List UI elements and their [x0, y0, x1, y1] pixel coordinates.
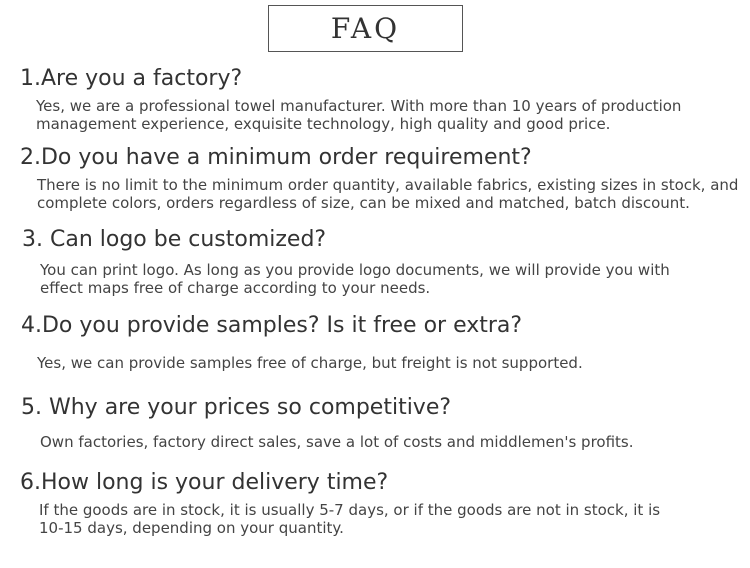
faq-answer-6-line-2: 10-15 days, depending on your quantity.: [39, 519, 344, 537]
faq-answer-6: [39, 501, 660, 537]
page-title: FAQ: [330, 11, 401, 45]
faq-question-5: 5. Why are your prices so competitive?: [21, 395, 452, 420]
faq-answer-1-line-1: Yes, we are a professional towel manufacturer. With more than 10 years of production: [36, 97, 682, 115]
faq-question-2: 2.Do you have a minimum order requirement?: [20, 145, 532, 170]
faq-question-3: 3. Can logo be customized?: [22, 227, 327, 252]
faq-answer-3: [40, 261, 670, 297]
faq-answer-2: [37, 176, 738, 212]
faq-question-4: 4.Do you provide samples? Is it free or extra?: [21, 313, 523, 338]
faq-answer-2-line-1: There is no limit to the minimum order quantity, available fabrics, existing sizes in stock, and: [37, 176, 739, 194]
faq-question-6: 6.How long is your delivery time?: [20, 470, 389, 495]
faq-answer-2-line-2: complete colors, orders regardless of size, can be mixed and matched, batch discount.: [37, 194, 690, 212]
faq-answer-4: [37, 354, 583, 372]
faq-question-1: 1.Are you a factory?: [20, 66, 243, 91]
faq-answer-3-line-1: You can print logo. As long as you provide logo documents, we will provide you with: [40, 261, 670, 279]
faq-answer-1-line-2: management experience, exquisite technology, high quality and good price.: [36, 115, 611, 133]
faq-answer-5: [40, 433, 634, 451]
faq-answer-3-line-2: effect maps free of charge according to your needs.: [40, 279, 431, 297]
faq-header-box: [268, 5, 463, 52]
faq-answer-4-line-1: Yes, we can provide samples free of charge, but freight is not supported.: [37, 354, 583, 372]
faq-answer-5-line-1: Own factories, factory direct sales, save a lot of costs and middlemen's profits.: [40, 433, 634, 451]
faq-answer-6-line-1: If the goods are in stock, it is usually 5-7 days, or if the goods are not in stock, it is: [39, 501, 661, 519]
faq-answer-1: [36, 97, 681, 133]
